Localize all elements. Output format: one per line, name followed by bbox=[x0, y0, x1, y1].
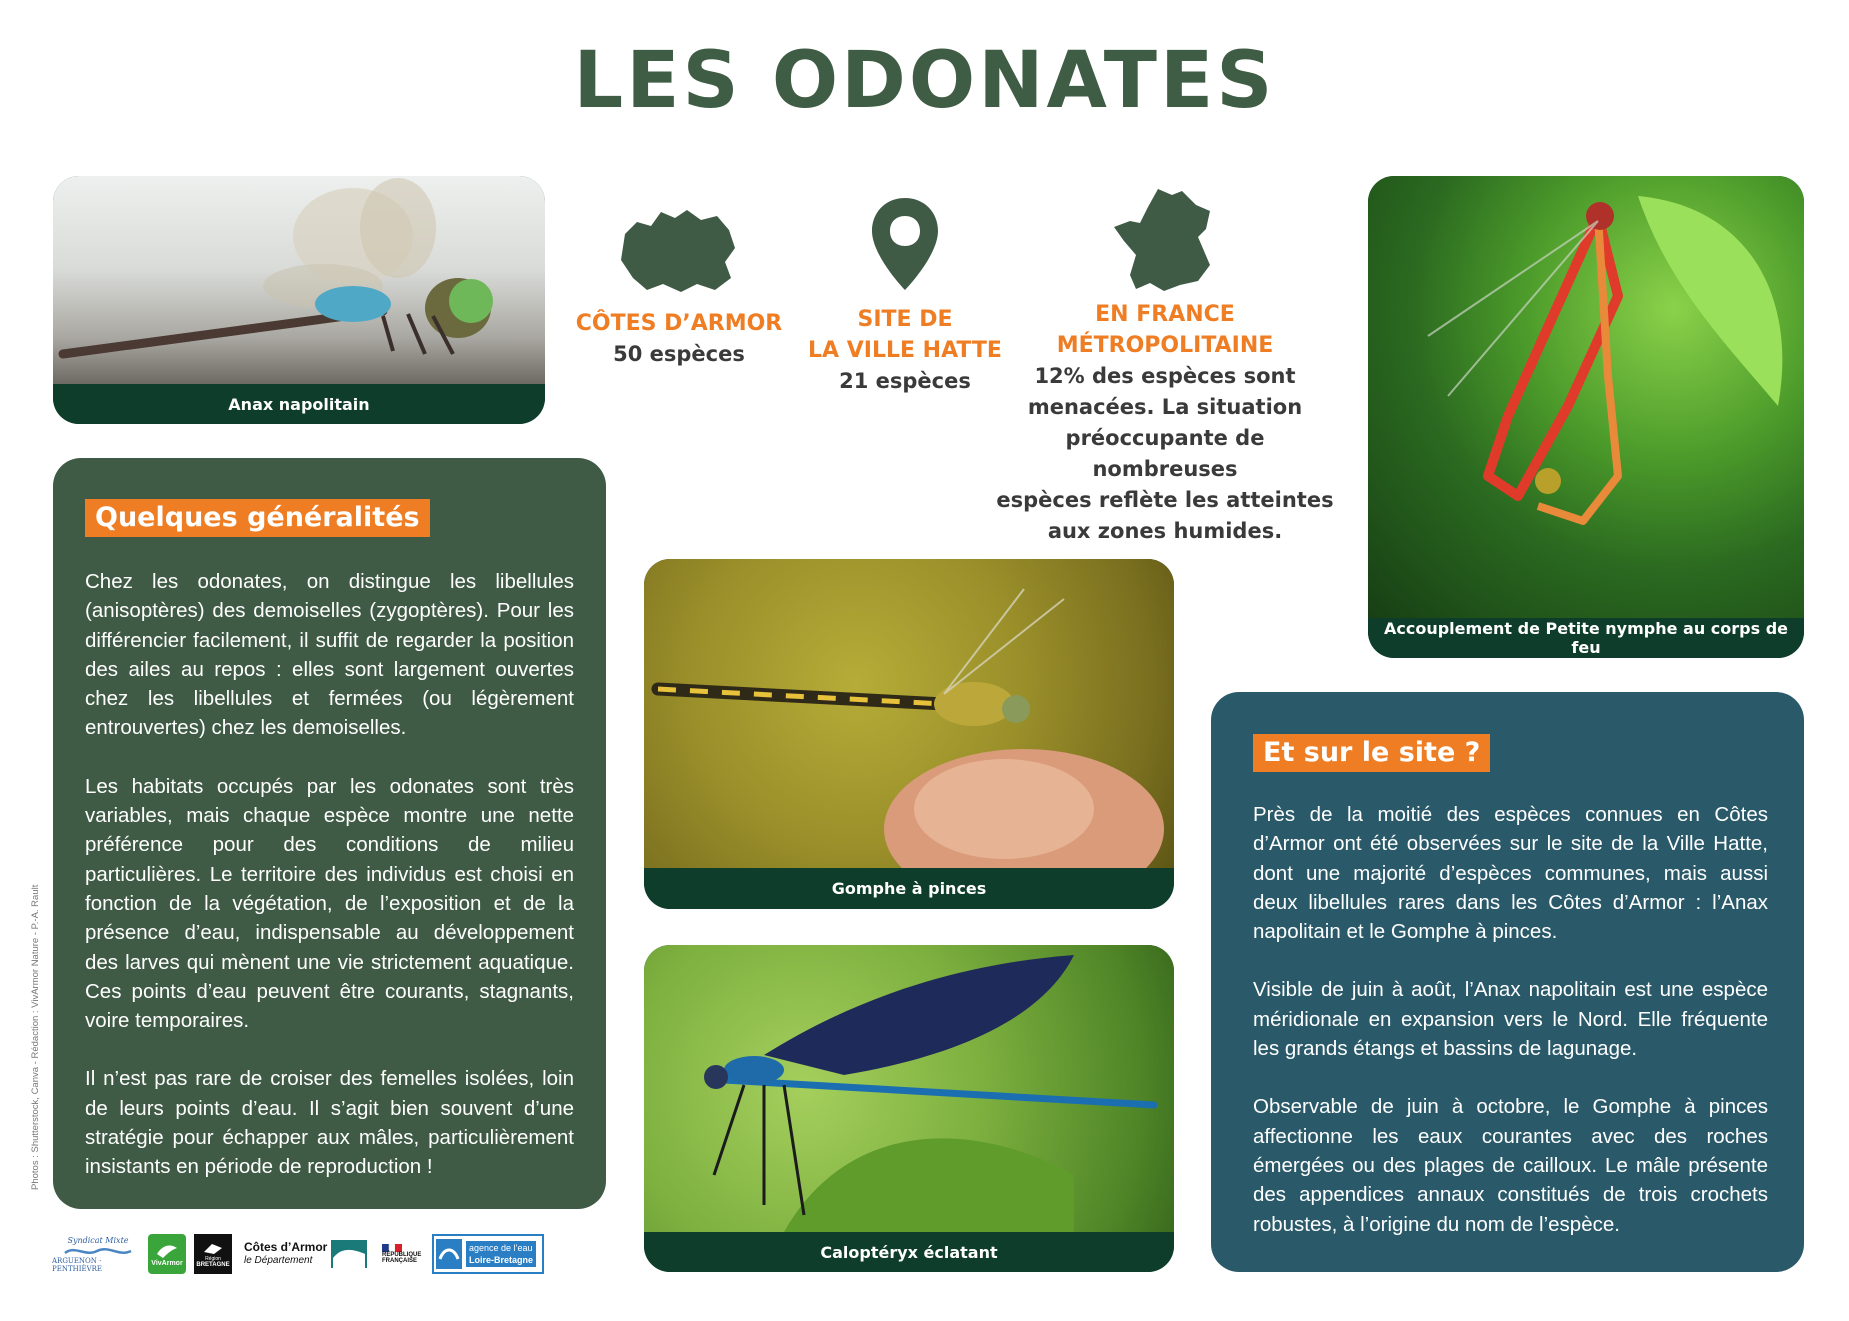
location-pin-icon bbox=[870, 196, 940, 292]
logo-vivarmor-text: VivArmor bbox=[151, 1259, 183, 1267]
stat-france-metropolitaine bbox=[990, 185, 1340, 547]
gomphe-photo bbox=[644, 559, 1174, 868]
logo-agence-line1: agence de l’eau bbox=[469, 1243, 533, 1253]
stat-cotes-darmor bbox=[570, 204, 788, 370]
photo-card-nymphe bbox=[1368, 176, 1804, 658]
logo-region-line1: Région bbox=[205, 1256, 221, 1262]
agence-eau-icon bbox=[436, 1239, 462, 1269]
logo-rf-line1: RÉPUBLIQUE bbox=[382, 1252, 422, 1258]
calopteryx-photo bbox=[644, 945, 1174, 1232]
site-paragraph-3: Observable de juin à octobre, le Gomphe à pinces affectionne les eaux courantes avec des roches émergées ou des plages de cailloux. Le mâle présente des appendices annaux constitués de trois crochets robustes, à l’origine du nom de l’espèce. bbox=[1253, 1095, 1768, 1236]
logo-syndicat-line2: ARGUENON · PENTHIÈVRE bbox=[52, 1256, 103, 1273]
dragonfly-illustration bbox=[53, 176, 545, 384]
calopteryx-illustration bbox=[644, 945, 1174, 1232]
generalites-paragraph-2: Les habitats occupés par les odonates sont très variables, mais chaque espèce montre une nette préférence pour des conditions de milieu particulières. Le territoire des individus est choisi en fonction de la végétation, de l’exposition et de la présence d’eau, indispensable au développement des larves qui mènent une vie strictement aquatique. Ces points d’eau peuvent être courants, stagnants, voire temporaires. bbox=[85, 774, 574, 1033]
site-heading: Et sur le site ? bbox=[1253, 734, 1490, 772]
nymphe-caption: Accouplement de Petite nymphe au corps de feu bbox=[1368, 618, 1804, 658]
photo-credit: Photos : Shutterstock, Canva - Rédaction : VivArmor Nature - P.-A. Rault bbox=[30, 884, 41, 1190]
logo-syndicat-mixte bbox=[52, 1234, 144, 1274]
anax-caption: Anax napolitain bbox=[53, 384, 545, 424]
logo-rf-line2: FRANÇAISE bbox=[382, 1258, 418, 1264]
cotes-darmor-map-icon bbox=[617, 204, 741, 296]
france-map-icon bbox=[1110, 185, 1220, 295]
logo-cotes-line1: Côtes d’Armor bbox=[244, 1240, 328, 1254]
logo-agence-eau bbox=[432, 1234, 544, 1274]
stat-cotes-value: 50 espèces bbox=[613, 342, 745, 366]
nymphe-photo bbox=[1368, 176, 1804, 618]
logo-republique-francaise bbox=[382, 1234, 424, 1274]
stat-site-label-line2: LA VILLE HATTE bbox=[808, 338, 1002, 363]
stat-france-text-line2: menacées. La situation bbox=[1027, 395, 1303, 419]
site-paragraph-1: Près de la moitié des espèces connues en Côtes d’Armor ont été observées sur le site de la Ville Hatte, dont une majorité d’espèces communes, mais aussi deux libellules rares dans les Côtes d’Armor : l’Anax napolitain et le Gomphe à pinces. bbox=[1253, 803, 1768, 944]
stat-france-text-line5: aux zones humides. bbox=[1047, 519, 1283, 543]
generalites-panel bbox=[53, 458, 606, 1209]
wave-icon bbox=[63, 1245, 133, 1257]
gomphe-illustration bbox=[644, 559, 1174, 868]
photo-card-gomphe bbox=[644, 559, 1174, 909]
stat-france-text-line3: préoccupante de nombreuses bbox=[1065, 426, 1265, 481]
marianne-flag-icon bbox=[382, 1244, 402, 1252]
site-body bbox=[1253, 800, 1768, 1239]
site-paragraph-2: Visible de juin à août, l’Anax napolitain est une espèce méridionale en expansion vers le Nord. Elle fréquente les grands étangs et bassins de lagunage. bbox=[1253, 978, 1768, 1061]
stat-cotes-label: CÔTES D’ARMOR bbox=[575, 311, 783, 336]
stat-site-ville-hatte bbox=[795, 196, 1015, 397]
stat-france-text-line1: 12% des espèces sont bbox=[1034, 364, 1296, 388]
logo-cotes-darmor-departement bbox=[244, 1234, 370, 1274]
logo-region-line2: BRETAGNE bbox=[196, 1262, 230, 1268]
logo-vivarmor bbox=[148, 1234, 186, 1274]
stat-france-text-line4: espèces reflète les atteintes bbox=[996, 488, 1334, 512]
logo-region-bretagne bbox=[194, 1234, 232, 1274]
bird-icon bbox=[155, 1242, 179, 1260]
anax-photo bbox=[53, 176, 545, 384]
logo-agence-line2: Loire-Bretagne bbox=[469, 1255, 534, 1265]
stat-site-label-line1: SITE DE bbox=[857, 307, 953, 332]
stat-france-label-line1: EN FRANCE bbox=[1095, 302, 1235, 327]
photo-card-anax bbox=[53, 176, 545, 424]
generalites-paragraph-3: Il n’est pas rare de croiser des femelles isolées, loin de leurs points d’eau. Il s’agit bien souvent d’une stratégie pour échapper aux mâles, particulièrement insistants en période de reproduction ! bbox=[85, 1067, 574, 1179]
damselfly-illustration bbox=[1368, 176, 1804, 618]
site-panel bbox=[1211, 692, 1804, 1272]
ermine-icon bbox=[202, 1240, 224, 1256]
logo-cotes-line2: le Département bbox=[244, 1255, 313, 1266]
generalites-paragraph-1: Chez les odonates, on distingue les libellules (anisoptères) des demoiselles (zygoptères). Pour les différencier facilement, il suffit de regarder la position des ailes au repos : elles sont largement ouvertes chez les libellules et fermées (ou légèrement entrouvertes) chez les demoiselles. bbox=[85, 570, 574, 740]
calopteryx-caption: Caloptéryx éclatant bbox=[644, 1232, 1174, 1272]
departement-wave-icon bbox=[331, 1240, 367, 1268]
page-title: LES ODONATES bbox=[573, 36, 1276, 126]
gomphe-caption: Gomphe à pinces bbox=[644, 868, 1174, 909]
stat-france-label-line2: MÉTROPOLITAINE bbox=[1056, 333, 1274, 358]
photo-card-calopteryx bbox=[644, 945, 1174, 1272]
generalites-body bbox=[85, 567, 574, 1182]
generalites-heading: Quelques généralités bbox=[85, 499, 430, 537]
stat-site-value: 21 espèces bbox=[839, 369, 971, 393]
logo-syndicat-line1: Syndicat Mixte bbox=[67, 1235, 129, 1245]
